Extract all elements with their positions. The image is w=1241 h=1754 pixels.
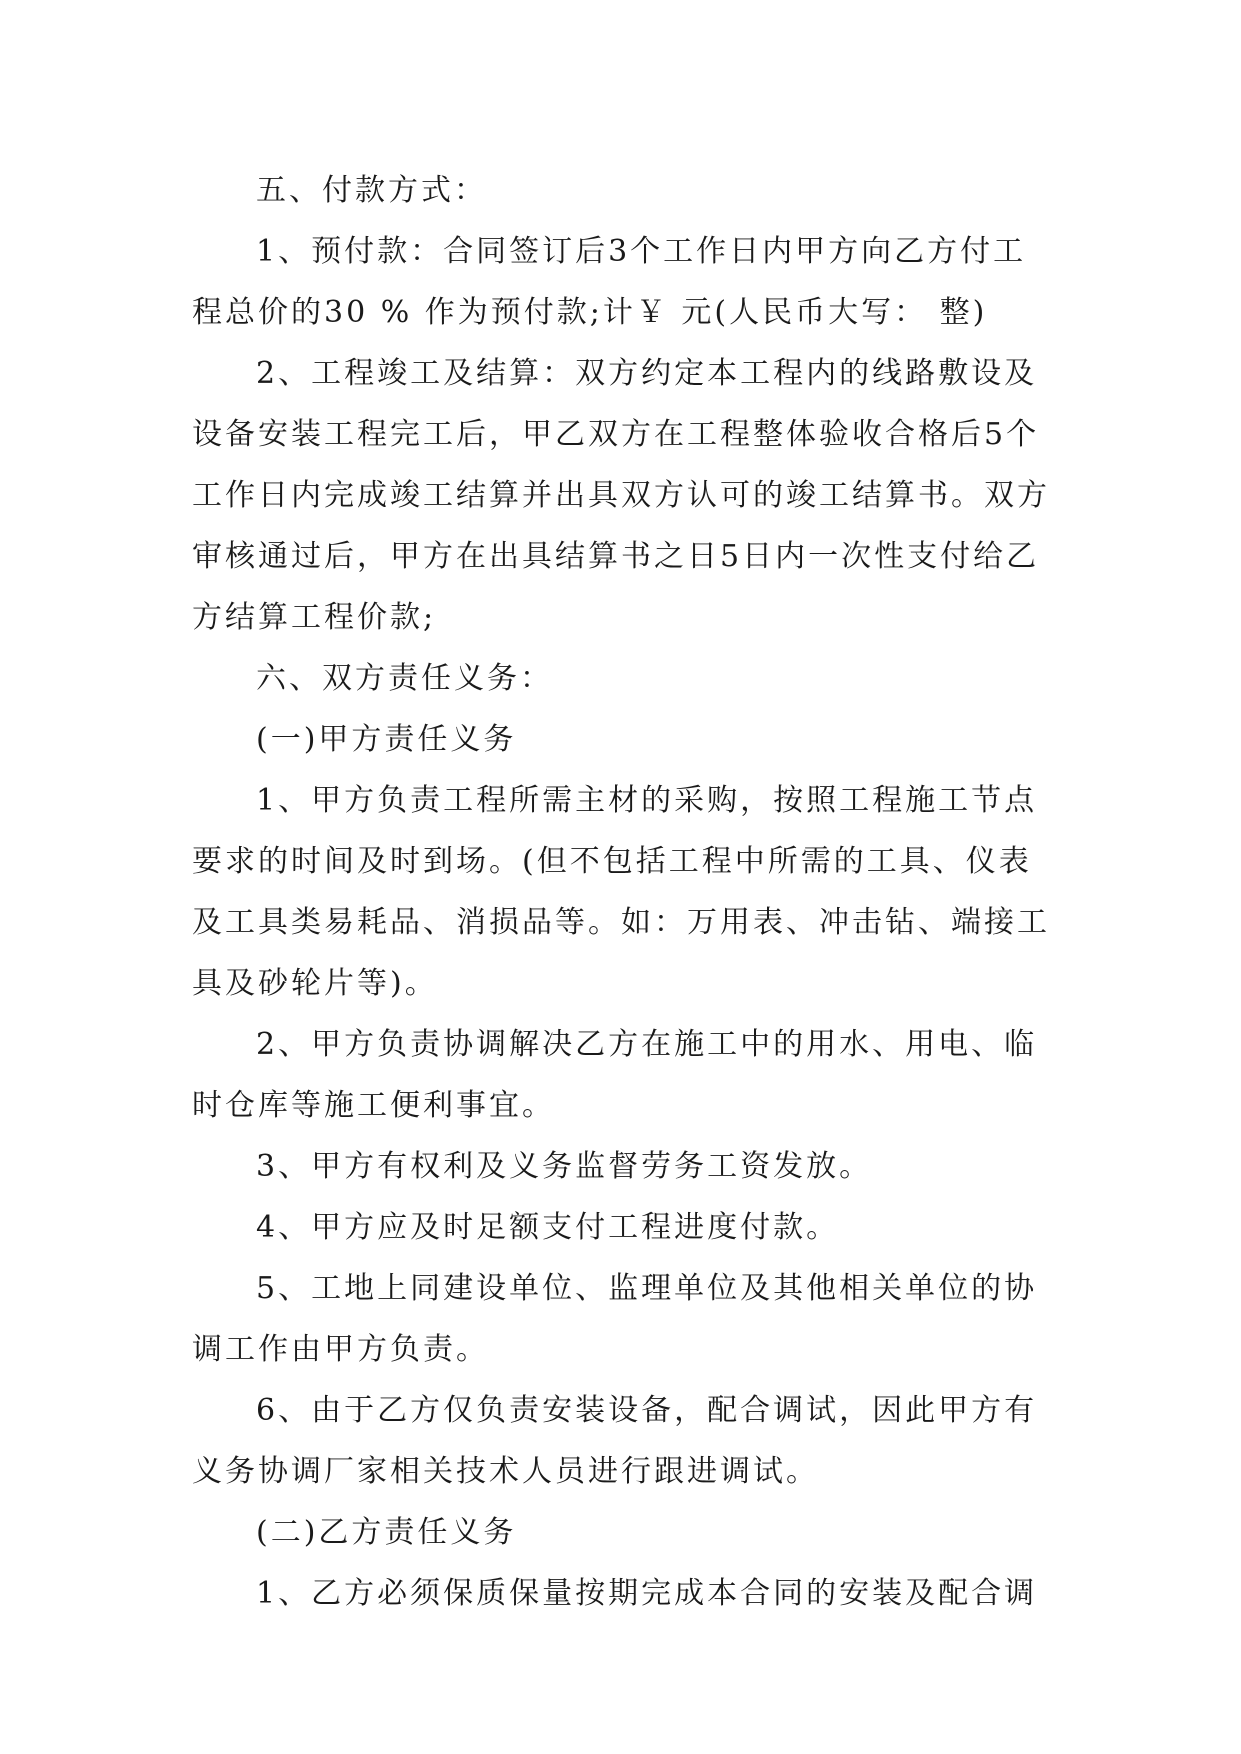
paragraph-line: 设备安装工程完工后，甲乙双方在工程整体验收合格后5个 — [192, 417, 1040, 452]
paragraph-line: 要求的时间及时到场。(但不包括工程中所需的工具、仪表 — [192, 844, 1032, 879]
paragraph-line: 时仓库等施工便利事宜。 — [192, 1088, 555, 1123]
paragraph-line: 义务协调厂家相关技术人员进行跟进调试。 — [192, 1454, 819, 1489]
paragraph-line: 及工具类易耗品、消损品等。如：万用表、冲击钻、端接工 — [192, 905, 1050, 940]
section-heading-payment: 五、付款方式： — [256, 173, 487, 208]
paragraph-line: 方结算工程价款; — [192, 600, 437, 635]
paragraph-line: 2、工程竣工及结算：双方约定本工程内的线路敷设及 — [256, 356, 1038, 391]
paragraph-line: 调工作由甲方负责。 — [192, 1332, 489, 1367]
document-page — [192, 160, 1050, 1624]
paragraph-line: 具及砂轮片等)。 — [192, 966, 438, 1001]
paragraph-line: 1、甲方负责工程所需主材的采购，按照工程施工节点 — [256, 783, 1038, 818]
paragraph-line: 程总价的30 % 作为预付款;计￥ 元(人民币大写： 整) — [192, 295, 988, 330]
paragraph-line: 2、甲方负责协调解决乙方在施工中的用水、用电、临 — [256, 1027, 1038, 1062]
paragraph-line: 6、由于乙方仅负责安装设备，配合调试，因此甲方有 — [256, 1393, 1038, 1428]
subsection-heading-party-a: (一)甲方责任义务 — [256, 722, 517, 757]
paragraph-line: 审核通过后，甲方在出具结算书之日5日内一次性支付给乙 — [192, 539, 1040, 574]
paragraph-line: 1、乙方必须保质保量按期完成本合同的安装及配合调 — [256, 1576, 1038, 1611]
paragraph-line: 1、预付款：合同签订后3个工作日内甲方向乙方付工 — [256, 234, 1027, 269]
subsection-heading-party-b: (二)乙方责任义务 — [256, 1515, 517, 1550]
paragraph-line: 工作日内完成竣工结算并出具双方认可的竣工结算书。双方 — [192, 478, 1050, 513]
paragraph-line: 4、甲方应及时足额支付工程进度付款。 — [256, 1210, 840, 1245]
section-heading-responsibilities: 六、双方责任义务： — [256, 661, 553, 696]
paragraph-line: 5、工地上同建设单位、监理单位及其他相关单位的协 — [256, 1271, 1038, 1306]
paragraph-line: 3、甲方有权利及义务监督劳务工资发放。 — [256, 1149, 873, 1184]
